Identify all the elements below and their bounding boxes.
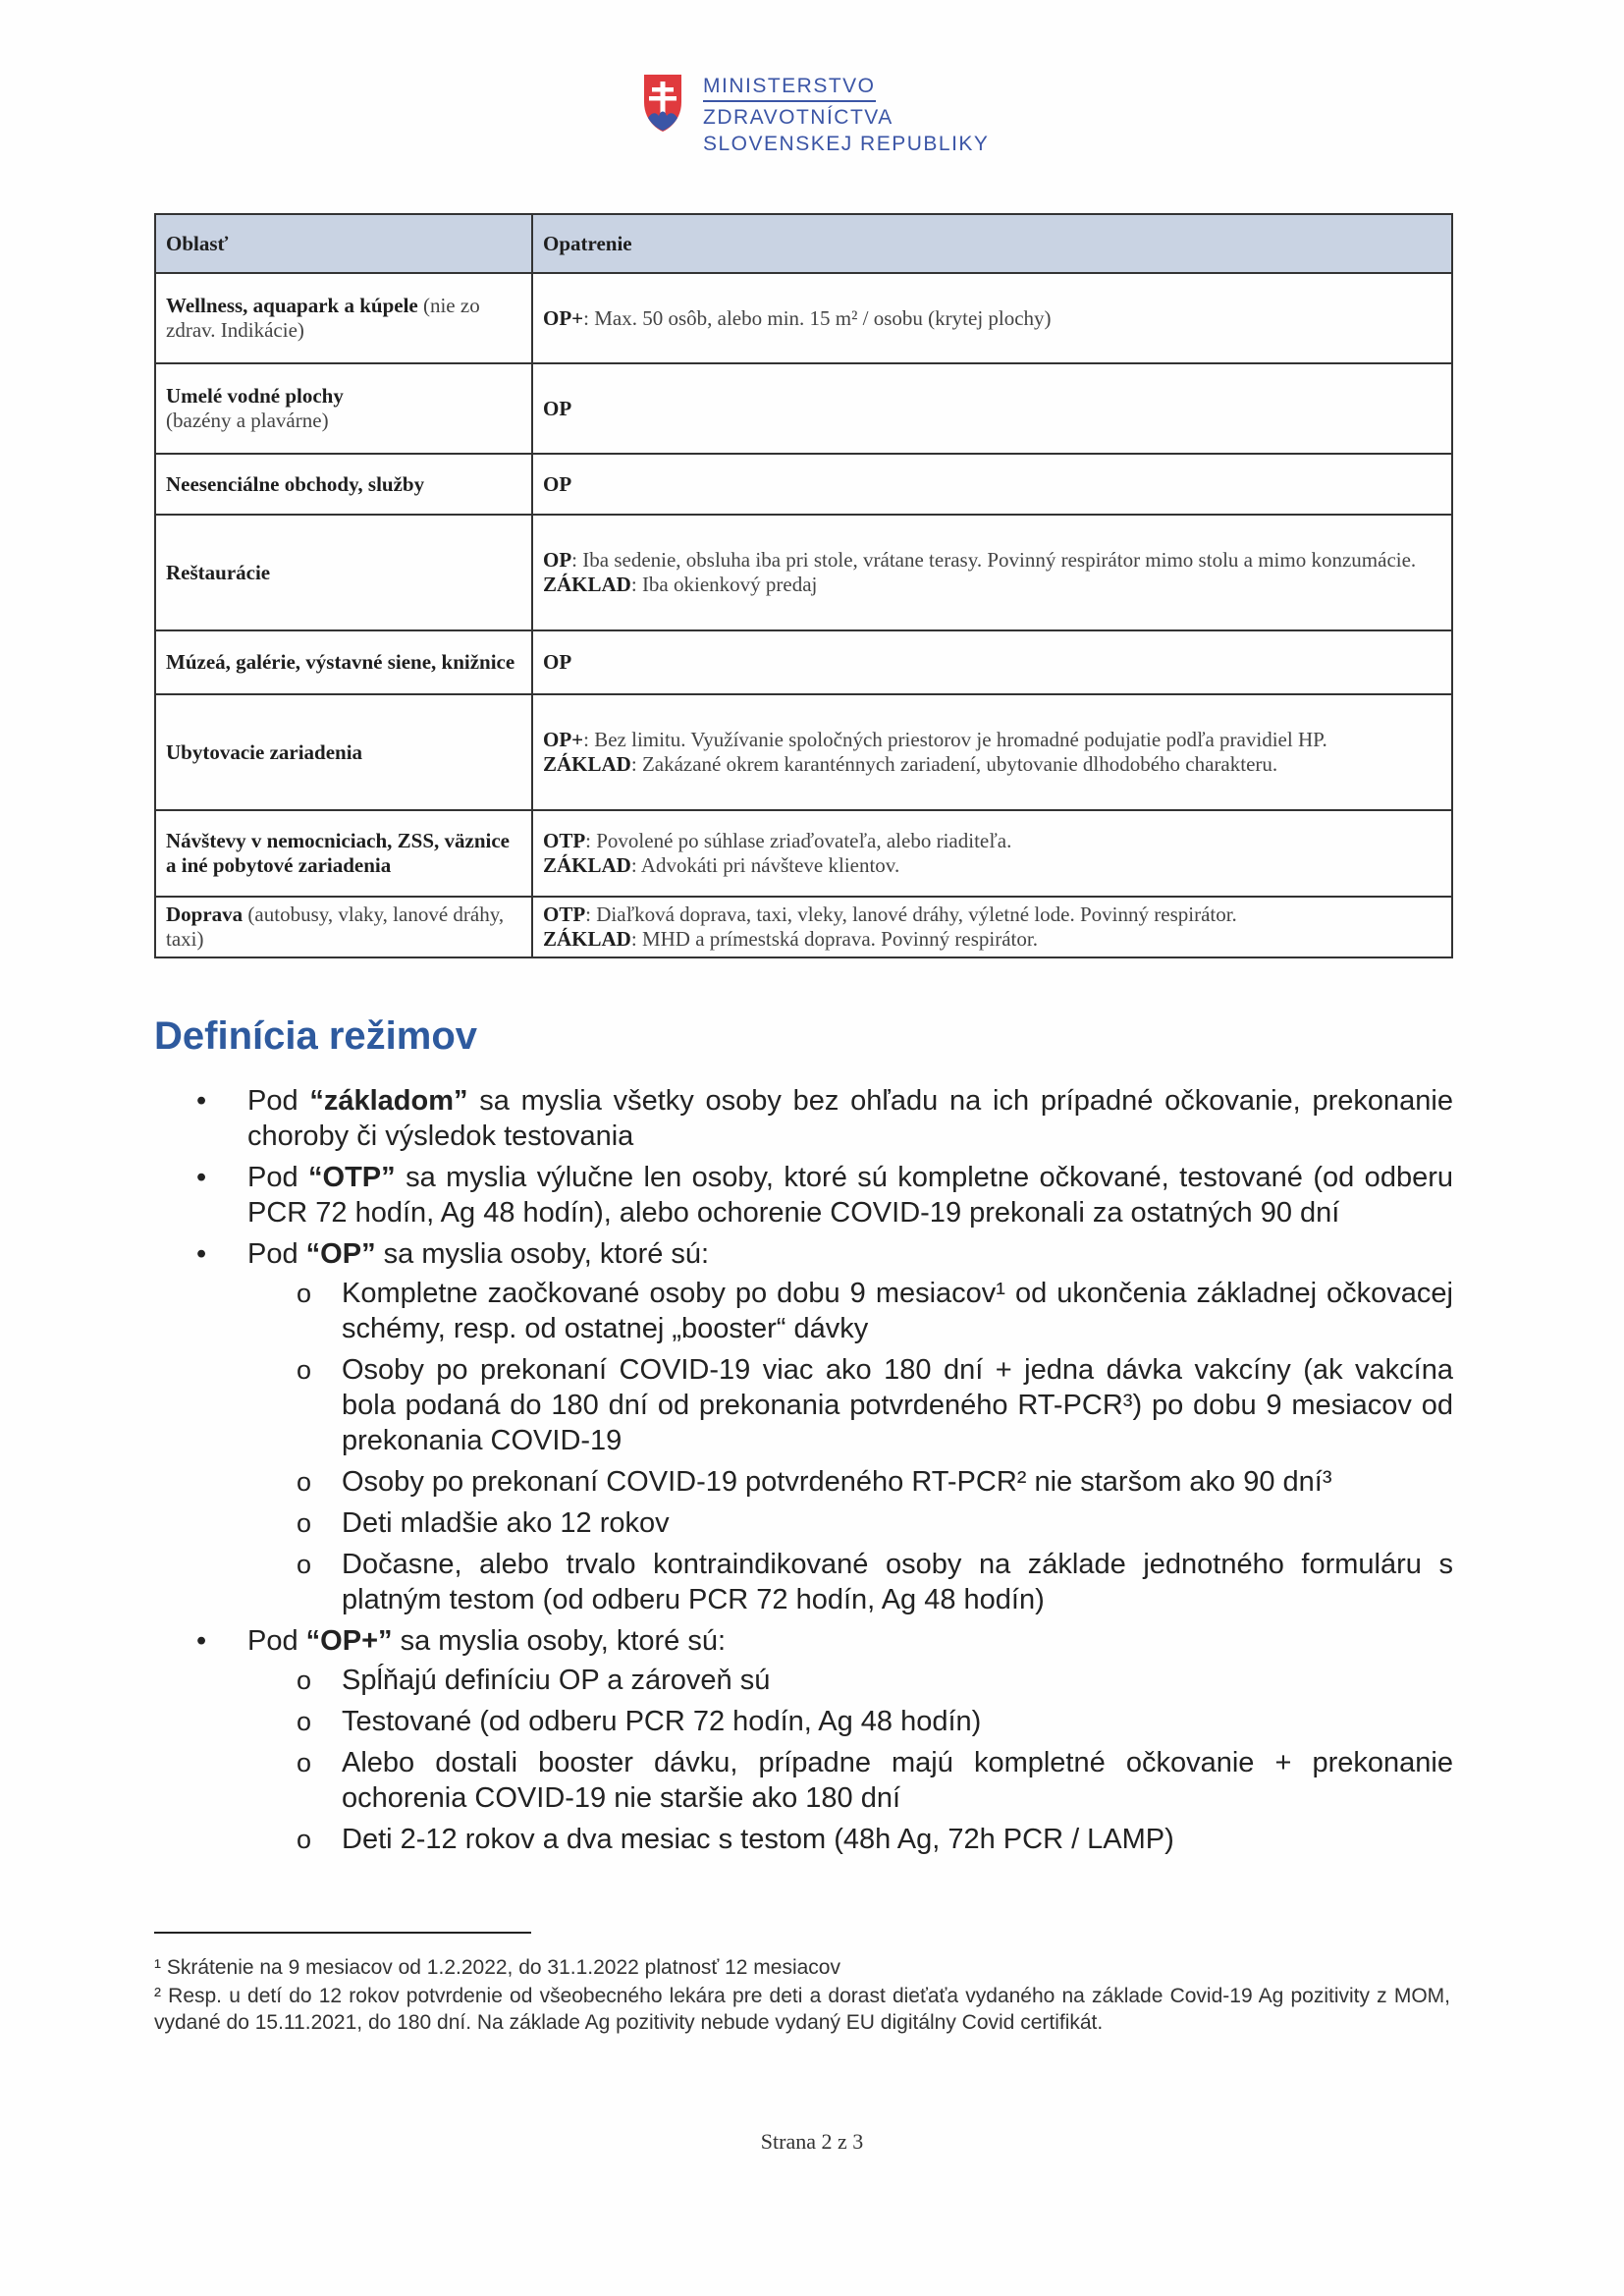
definitions-title: Definícia režimov: [154, 1014, 478, 1058]
sub-list-item: o Spĺňajú definíciu OP a zároveň sú: [342, 1663, 1453, 1698]
row-measure: OP: [532, 363, 1452, 454]
row-area: Ubytovacie zariadenia: [155, 694, 532, 810]
footnote-1: ¹ Skrátenie na 9 mesiacov od 1.2.2022, do 31.1.2022 platnosť 12 mesiacov: [154, 1956, 840, 1979]
page-number: Strana 2 z 3: [760, 2129, 864, 2154]
row-measure: OP: [532, 630, 1452, 694]
sub-list-item: o Kompletne zaočkované osoby po dobu 9 mesiacov¹ od ukončenia základnej očkovacej schémy, resp. od ostatnej „booster“ dávky: [342, 1276, 1453, 1346]
table-row: [155, 515, 1452, 630]
list-item: • Pod “OP+” sa myslia osoby, ktoré sú: o Spĺňajú definíciu OP a zároveň sú o Testované (od odberu PCR 72 hodín, Ag 48 hodín) o Alebo dostali booster dávku, prípadne majú kompletné očkovanie + prekonanie ochorenia COVID-19 nie staršie ako 180 dní o Deti 2-12 rokov a dva mesiac s testom (48h Ag, 72h PCR / LAMP): [247, 1623, 1453, 1857]
sub-list-item: o Alebo dostali booster dávku, prípadne majú kompletné očkovanie + prekonanie ochorenia COVID-19 nie staršie ako 180 dní: [342, 1745, 1453, 1816]
row-measure: OP+: Max. 50 osôb, alebo min. 15 m² / osobu (krytej plochy): [532, 273, 1452, 363]
row-area: Múzeá, galérie, výstavné siene, knižnice: [155, 630, 532, 694]
row-area: Neesenciálne obchody, služby: [155, 454, 532, 515]
ministry-name: [703, 73, 989, 157]
table-row: [155, 630, 1452, 694]
row-measure: OP: Iba sedenie, obsluha iba pri stole, vrátane terasy. Povinný respirátor mimo stolu a mimo konzumácie. ZÁKLAD: Iba okienkový predaj: [532, 515, 1452, 630]
row-measure: OP: [532, 454, 1452, 515]
table-header-row: [155, 214, 1452, 273]
ministry-logo: [642, 73, 989, 157]
table-row: [155, 273, 1452, 363]
table-row: [155, 810, 1452, 897]
header-area: Oblasť: [155, 214, 532, 273]
footnotes: [154, 1954, 1450, 2038]
definitions-list: [196, 1083, 1453, 1863]
row-measure: OTP: Povolené po súhlase zriaďovateľa, alebo riaditeľa. ZÁKLAD: Advokáti pri návšteve klientov.: [532, 810, 1452, 897]
table-row: [155, 694, 1452, 810]
row-area: Umelé vodné plochy (bazény a plavárne): [155, 363, 532, 454]
logo-line-2: ZDRAVOTNÍCTVA: [703, 106, 893, 129]
table-row: [155, 897, 1452, 957]
table-row: [155, 363, 1452, 454]
row-area: Reštaurácie: [155, 515, 532, 630]
sub-list-item: o Dočasne, alebo trvalo kontraindikované osoby na základe jednotného formuláru s platným testom (od odberu PCR 72 hodín, Ag 48 hodín): [342, 1547, 1453, 1617]
row-area: Wellness, aquapark a kúpele (nie zo zdrav. Indikácie): [155, 273, 532, 363]
slovak-coat-of-arms-icon: [642, 73, 683, 134]
row-area: Doprava (autobusy, vlaky, lanové dráhy, taxi): [155, 897, 532, 957]
list-item: • Pod “OP” sa myslia osoby, ktoré sú: o Kompletne zaočkované osoby po dobu 9 mesiacov¹ od ukončenia základnej očkovacej schémy, resp. od ostatnej „booster“ dávky o Osoby po prekonaní COVID-19 viac ako 180 dní + jedna dávka vakcíny (ak vakcína bola podaná do 180 dní od prekonania potvrdeného RT-PCR³) po dobu 9 mesiacov od prekonania COVID-19 o Osoby po prekonaní COVID-19 potvrdeného RT-PCR² nie staršom ako 90 dní³ o Deti mladšie ako 12 rokov o Dočasne, alebo trvalo kontraindikované osoby na základe jednotného formuláru s platným testom (od odberu PCR 72 hodín, Ag 48 hodín): [247, 1236, 1453, 1617]
row-area: Návštevy v nemocniciach, ZSS, väznice a iné pobytové zariadenia: [155, 810, 532, 897]
logo-line-1: MINISTERSTVO: [703, 73, 876, 102]
measures-table: [154, 213, 1453, 958]
sub-list-item: o Testované (od odberu PCR 72 hodín, Ag 48 hodín): [342, 1704, 1453, 1739]
sub-list-item: o Osoby po prekonaní COVID-19 potvrdeného RT-PCR² nie staršom ako 90 dní³: [342, 1464, 1453, 1500]
logo-line-3: SLOVENSKEJ REPUBLIKY: [703, 133, 990, 155]
list-item: • Pod “základom” sa myslia všetky osoby bez ohľadu na ich prípadné očkovanie, prekonanie choroby či výsledok testovania: [247, 1083, 1453, 1154]
sub-list-item: o Osoby po prekonaní COVID-19 viac ako 180 dní + jedna dávka vakcíny (ak vakcína bola podaná do 180 dní od prekonania potvrdeného RT-PCR³) po dobu 9 mesiacov od prekonania COVID-19: [342, 1352, 1453, 1458]
row-measure: OTP: Diaľková doprava, taxi, vleky, lanové dráhy, výletné lode. Povinný respirátor. ZÁKLAD: MHD a prímestská doprava. Povinný respirátor.: [532, 897, 1452, 957]
sub-list-item: o Deti mladšie ako 12 rokov: [342, 1505, 1453, 1541]
list-item: • Pod “OTP” sa myslia výlučne len osoby, ktoré sú kompletne očkované, testované (od odberu PCR 72 hodín, Ag 48 hodín), alebo ochorenie COVID-19 prekonali za ostatných 90 dní: [247, 1160, 1453, 1230]
table-row: [155, 454, 1452, 515]
footnote-divider: [154, 1932, 531, 1934]
header-measure: Opatrenie: [532, 214, 1452, 273]
row-measure: OP+: Bez limitu. Využívanie spoločných priestorov je hromadné podujatie podľa pravidiel HP. ZÁKLAD: Zakázané okrem karanténnych zariadení, ubytovanie dlhodobého charakteru.: [532, 694, 1452, 810]
footnote-2: ² Resp. u detí do 12 rokov potvrdenie od všeobecného lekára pre deti a dorast dieťaťa vydaného na základe Covid-19 Ag pozitivity z MOM, vydané do 15.11.2021, do 180 dní. Na základe Ag pozitivity nebude vydaný EU digitálny Covid certifikát.: [154, 1985, 1450, 2034]
sub-list-item: o Deti 2-12 rokov a dva mesiac s testom (48h Ag, 72h PCR / LAMP): [342, 1822, 1453, 1857]
